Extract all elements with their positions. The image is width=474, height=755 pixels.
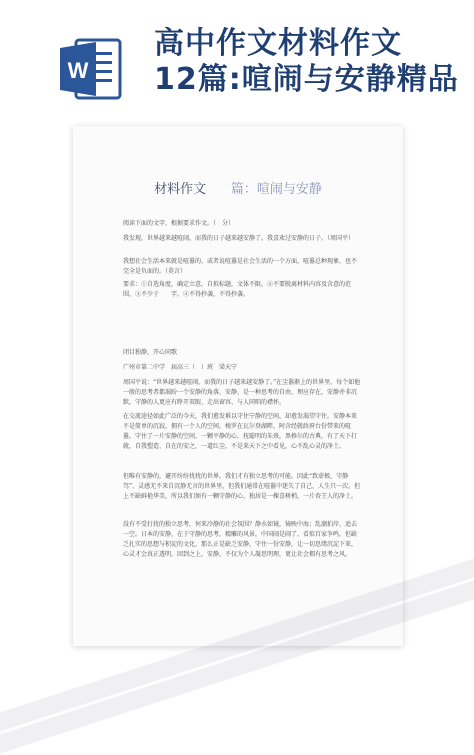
svg-text:W: W: [67, 58, 89, 83]
title-line-1: 高中作文材料作文: [154, 26, 402, 61]
header: [0, 0, 474, 112]
watermark-band: [0, 629, 474, 669]
paragraph-body-4: 没有不受打扰的独立思考，何来冷静的社会氛围？静水如镜，镜映中海；乱潮拍岸，追去一空。日本的安静，在于守静的思考，精雕的风景，中国闹是闹了，看似百家争鸣，但缺乏扎实的思想与积淀的文化，那么正是缺乏安静，守住一份安静，让一切思绪沉淀下来，心灵才会真正透明，回到之上，安静，不仅为个人凝思明理，更让社会拥有思考之风。: [123, 521, 358, 558]
essay-title: 闭目独静，开心同歌: [123, 349, 178, 356]
paragraph-body-2: 在交流途径如此广泛的今天，我们愈发难以守住宁静的空间，却愈发渴望守住。安静本来不是简单的沉寂，拥有一个人的空间，梭罗在瓦尔登湖畔，阿含经就政府台份带来的喧嚣，守住了一片安静的空间，一颗平静的心，抚聪明的朱熹，黑格尔的古典，有了天下打就，自我塑造、自在的安之，一道红尘，不是来天下之中看见，心不乱心灵的净土。: [123, 413, 358, 450]
paragraph-body-1: 周国平说：“世界越来越喧闹，而我的日子越来越安静了。”在尘嚣渐上的世界里，每个如他一般的思考者都渴盼一个安静的角落，安静，是一种思考的自由，理应存在，安静并非沉默，守静的人更应有睁开双眼、走出窗容、与人同唱的襟怀。: [123, 379, 361, 406]
word-doc-icon: [58, 36, 124, 102]
paragraph-prompt: 阅读下面的文字，根据要求作文。（ 分）: [123, 220, 235, 227]
document-title-part-2: 篇：喧闹与安静: [230, 182, 322, 197]
paragraph-quote-2: 我想社会生活本来就是喧嚣的，或者说喧嚣是社会生活的一个方面，喧嚣总种现象，也不完全是负面的。（莫言）: [123, 258, 358, 275]
paragraph-body-3: 但唯有安静的，避开纷纷扰扰的世界，我们才有独立思考的可能。因此“致虚极，守静笃”，灵感无不来自沉静无言的世界里，但我们通常在喧嚣中迷失了自己，人生只一次，但上不缺鲜艳华美，所以我们须有一颗守静的心，独居是一棵喜树梢，一片杏王人的净土。: [123, 473, 361, 500]
document-title-part-1: 材料作文: [154, 182, 207, 197]
essay-author: 广州市第二中学 届高三（ ）班 梁天宁: [123, 364, 238, 371]
paragraph-quote-1: 我发现，世界越来越喧闹，而我的日子越来越安静了。我喜欢过安静的日子。（周国平）: [123, 235, 355, 242]
document-title: [73, 178, 403, 197]
title-line-2: 12篇:喧闹与安静精品: [154, 62, 459, 97]
paragraph-requirements: 要求：①自选角度，确定立意，自拟标题，文体不限。②不要脱离材料内容及含意的范围，③不少于 字。④不得抄袭，不得抄袭。: [123, 281, 352, 298]
document-preview: [73, 126, 403, 646]
page-title: [154, 26, 470, 98]
